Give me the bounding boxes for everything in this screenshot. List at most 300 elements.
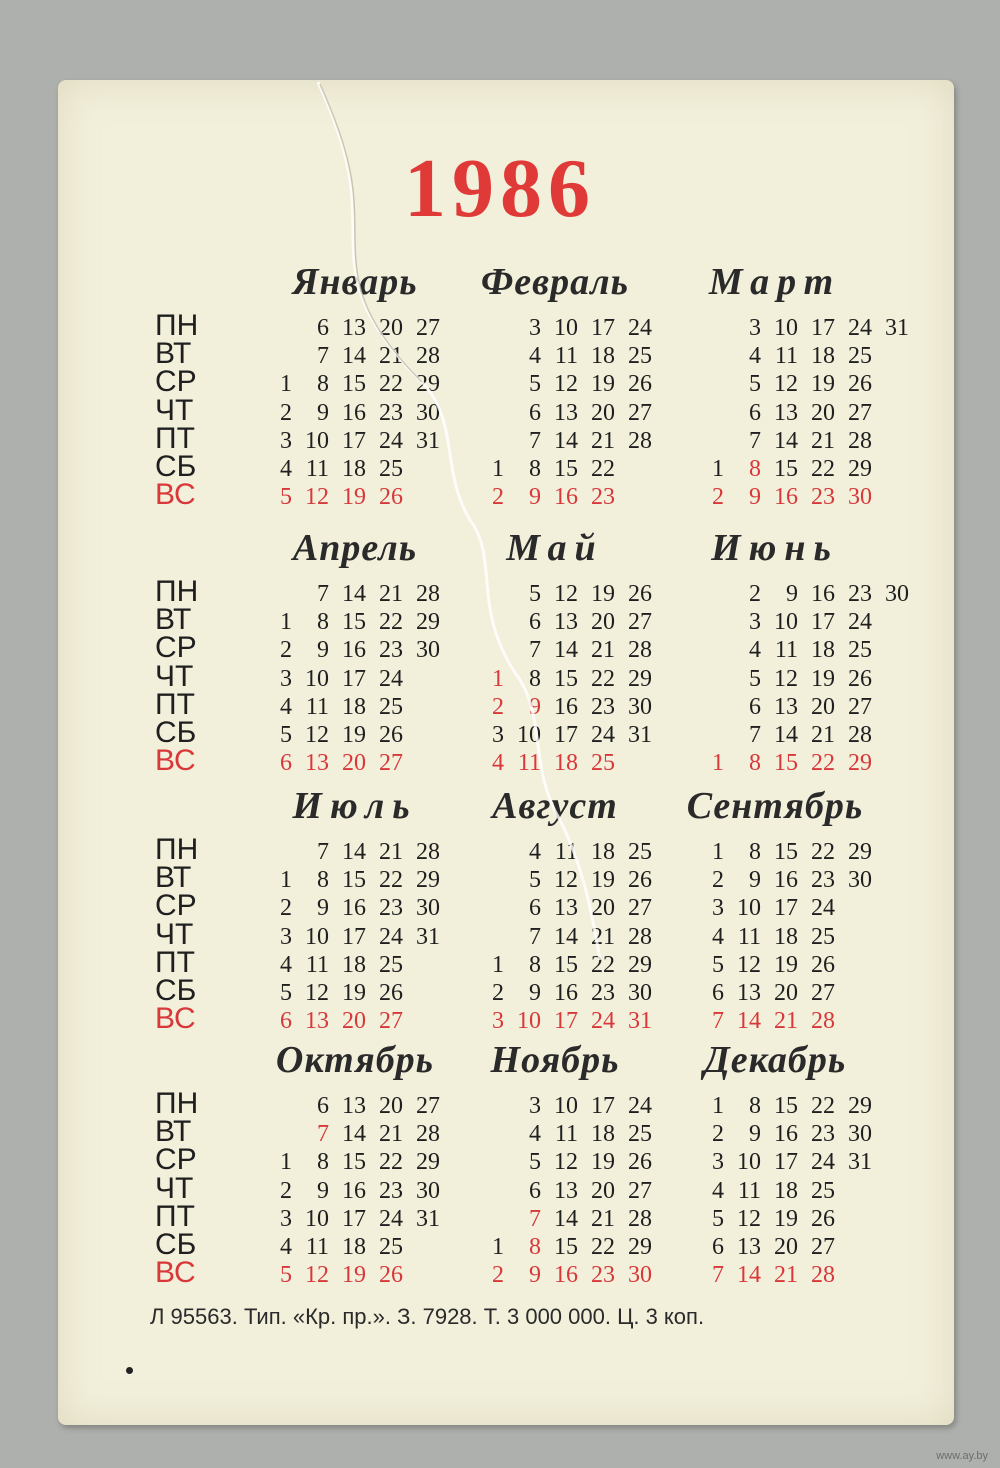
day-number: 25 xyxy=(811,923,835,950)
month-name: Март xyxy=(708,261,842,303)
day-number: 12 xyxy=(554,371,578,398)
day-number: 15 xyxy=(554,456,578,482)
day-number: 22 xyxy=(379,371,403,398)
day-number: 1 xyxy=(280,1149,292,1176)
day-number: 27 xyxy=(811,1234,835,1260)
day-number: 8 xyxy=(317,1149,329,1176)
day-number: 27 xyxy=(848,399,872,426)
day-number: 19 xyxy=(342,722,366,748)
day-number: 13 xyxy=(554,609,578,636)
day-number: 17 xyxy=(591,315,615,341)
day-number: 11 xyxy=(554,1121,578,1148)
day-number: 2 xyxy=(712,867,724,894)
day-number: 1 xyxy=(712,456,724,482)
day-number: 9 xyxy=(529,1262,541,1289)
weekday-label: ЧТ xyxy=(155,917,194,951)
day-number: 4 xyxy=(749,637,761,664)
calendar-year: 1986 xyxy=(404,142,596,235)
day-number: 3 xyxy=(529,315,541,341)
day-number: 30 xyxy=(628,1262,652,1289)
day-number: 17 xyxy=(554,1008,578,1035)
day-number: 21 xyxy=(591,637,615,664)
day-number: 15 xyxy=(554,665,578,692)
day-number: 7 xyxy=(317,343,329,370)
day-number: 20 xyxy=(591,609,615,636)
weekday-label: ПТ xyxy=(155,421,195,455)
day-number: 20 xyxy=(379,315,403,341)
day-number: 23 xyxy=(591,980,615,1006)
day-number: 3 xyxy=(280,1205,292,1232)
day-number: 5 xyxy=(280,484,292,511)
day-number: 25 xyxy=(811,1177,835,1204)
month-name: Июль xyxy=(292,785,418,827)
day-number: 1 xyxy=(492,1234,504,1260)
day-number: 21 xyxy=(591,427,615,454)
day-number: 10 xyxy=(737,1149,761,1176)
day-number: 29 xyxy=(848,839,872,865)
day-number: 26 xyxy=(811,951,835,978)
day-number: 24 xyxy=(811,1149,835,1176)
ink-dot xyxy=(126,1367,133,1374)
weekday-label: СР xyxy=(155,1143,197,1177)
weekday-label: ВС xyxy=(155,478,196,512)
day-number: 8 xyxy=(749,456,761,482)
day-number: 22 xyxy=(591,1234,615,1260)
day-number: 20 xyxy=(774,1234,798,1260)
day-number: 26 xyxy=(628,867,652,894)
day-number: 3 xyxy=(492,1008,504,1035)
day-number: 1 xyxy=(280,371,292,398)
day-number: 18 xyxy=(811,637,835,664)
day-number: 26 xyxy=(379,1262,403,1289)
day-number: 18 xyxy=(342,693,366,720)
day-number: 2 xyxy=(280,895,292,922)
day-number: 23 xyxy=(379,895,403,922)
day-number: 26 xyxy=(379,980,403,1006)
day-number: 19 xyxy=(811,665,835,692)
day-number: 25 xyxy=(628,1121,652,1148)
day-number: 30 xyxy=(416,1177,440,1204)
day-number: 24 xyxy=(379,665,403,692)
day-number: 14 xyxy=(342,1121,366,1148)
day-number: 4 xyxy=(280,456,292,482)
day-number: 23 xyxy=(848,581,872,607)
day-number: 30 xyxy=(628,980,652,1006)
weekday-label: ВТ xyxy=(155,1115,192,1149)
day-number: 4 xyxy=(529,1121,541,1148)
day-number: 6 xyxy=(529,399,541,426)
day-number: 16 xyxy=(774,484,798,511)
day-number: 12 xyxy=(774,665,798,692)
day-number: 8 xyxy=(317,609,329,636)
weekday-label: ПН xyxy=(155,575,199,608)
day-number: 23 xyxy=(379,399,403,426)
day-number: 10 xyxy=(774,609,798,636)
day-number: 19 xyxy=(591,1149,615,1176)
day-number: 13 xyxy=(305,750,329,777)
day-number: 7 xyxy=(529,637,541,664)
day-number: 4 xyxy=(529,839,541,865)
day-number: 28 xyxy=(416,581,440,607)
day-number: 12 xyxy=(554,867,578,894)
day-number: 28 xyxy=(628,637,652,664)
day-number: 19 xyxy=(591,581,615,607)
day-number: 27 xyxy=(416,315,440,341)
day-number: 4 xyxy=(749,343,761,370)
day-number: 26 xyxy=(848,371,872,398)
day-number: 24 xyxy=(848,609,872,636)
day-number: 21 xyxy=(379,343,403,370)
day-number: 22 xyxy=(379,609,403,636)
day-number: 10 xyxy=(554,1093,578,1119)
day-number: 1 xyxy=(280,867,292,894)
day-number: 17 xyxy=(342,1205,366,1232)
day-number: 21 xyxy=(774,1008,798,1035)
day-number: 8 xyxy=(529,1234,541,1260)
day-number: 22 xyxy=(811,750,835,777)
day-number: 2 xyxy=(492,693,504,720)
day-number: 7 xyxy=(712,1008,724,1035)
day-number: 17 xyxy=(342,665,366,692)
day-number: 2 xyxy=(712,1121,724,1148)
day-number: 4 xyxy=(280,1234,292,1260)
weekday-label: СБ xyxy=(155,974,197,1007)
day-number: 24 xyxy=(591,722,615,748)
day-number: 25 xyxy=(628,839,652,865)
weekday-label: ПТ xyxy=(155,687,195,721)
day-number: 5 xyxy=(529,1149,541,1176)
day-number: 31 xyxy=(885,315,909,341)
day-number: 1 xyxy=(280,609,292,636)
day-number: 28 xyxy=(848,722,872,748)
day-number: 8 xyxy=(529,665,541,692)
day-number: 15 xyxy=(342,1149,366,1176)
day-number: 3 xyxy=(280,665,292,692)
day-number: 12 xyxy=(305,980,329,1006)
weekday-label: ПН xyxy=(155,1087,199,1120)
day-number: 9 xyxy=(749,867,761,894)
day-number: 14 xyxy=(342,343,366,370)
day-number: 18 xyxy=(774,923,798,950)
day-number: 20 xyxy=(591,399,615,426)
day-number: 11 xyxy=(737,1177,761,1204)
day-number: 12 xyxy=(737,951,761,978)
weekday-label: ВС xyxy=(155,1002,196,1036)
day-number: 23 xyxy=(379,637,403,664)
day-number: 25 xyxy=(848,343,872,370)
day-number: 24 xyxy=(379,427,403,454)
day-number: 11 xyxy=(305,1234,329,1260)
day-number: 21 xyxy=(774,1262,798,1289)
day-number: 17 xyxy=(342,427,366,454)
day-number: 2 xyxy=(492,980,504,1006)
day-number: 2 xyxy=(280,637,292,664)
day-number: 17 xyxy=(342,923,366,950)
day-number: 24 xyxy=(628,1093,652,1119)
day-number: 1 xyxy=(712,1093,724,1119)
day-number: 19 xyxy=(342,980,366,1006)
day-number: 13 xyxy=(774,399,798,426)
day-number: 25 xyxy=(848,637,872,664)
day-number: 28 xyxy=(628,427,652,454)
day-number: 29 xyxy=(848,750,872,777)
day-number: 27 xyxy=(848,693,872,720)
day-number: 22 xyxy=(591,665,615,692)
day-number: 10 xyxy=(305,427,329,454)
day-number: 22 xyxy=(591,951,615,978)
day-number: 4 xyxy=(529,343,541,370)
site-watermark: www.ay.by xyxy=(936,1450,988,1462)
day-number: 3 xyxy=(280,427,292,454)
day-number: 18 xyxy=(811,343,835,370)
day-number: 3 xyxy=(712,895,724,922)
day-number: 5 xyxy=(712,951,724,978)
weekday-label: ПН xyxy=(155,309,199,342)
day-number: 16 xyxy=(774,867,798,894)
day-number: 2 xyxy=(492,484,504,511)
day-number: 15 xyxy=(342,371,366,398)
day-number: 29 xyxy=(628,951,652,978)
day-number: 14 xyxy=(554,923,578,950)
day-number: 18 xyxy=(591,343,615,370)
day-number: 31 xyxy=(416,923,440,950)
day-number: 27 xyxy=(628,895,652,922)
day-number: 14 xyxy=(737,1262,761,1289)
day-number: 25 xyxy=(379,693,403,720)
day-number: 15 xyxy=(554,1234,578,1260)
day-number: 11 xyxy=(517,750,541,777)
day-number: 23 xyxy=(591,1262,615,1289)
day-number: 21 xyxy=(591,1205,615,1232)
day-number: 14 xyxy=(342,581,366,607)
day-number: 30 xyxy=(848,1121,872,1148)
day-number: 10 xyxy=(517,722,541,748)
day-number: 27 xyxy=(628,609,652,636)
day-number: 23 xyxy=(811,484,835,511)
day-number: 24 xyxy=(591,1008,615,1035)
month-name: Май xyxy=(506,527,604,569)
month-name: Ноябрь xyxy=(490,1039,620,1081)
day-number: 16 xyxy=(342,399,366,426)
day-number: 1 xyxy=(492,456,504,482)
weekday-label: СР xyxy=(155,365,197,399)
day-number: 19 xyxy=(774,1205,798,1232)
day-number: 3 xyxy=(749,609,761,636)
day-number: 6 xyxy=(712,980,724,1006)
day-number: 2 xyxy=(280,399,292,426)
day-number: 22 xyxy=(811,1093,835,1119)
weekday-label: ВТ xyxy=(155,603,192,637)
day-number: 19 xyxy=(342,1262,366,1289)
day-number: 17 xyxy=(774,895,798,922)
day-number: 11 xyxy=(305,456,329,482)
day-number: 20 xyxy=(591,895,615,922)
day-number: 12 xyxy=(554,1149,578,1176)
day-number: 7 xyxy=(749,427,761,454)
weekday-label: СБ xyxy=(155,1228,197,1261)
day-number: 8 xyxy=(529,456,541,482)
day-number: 20 xyxy=(342,1008,366,1035)
day-number: 30 xyxy=(848,484,872,511)
day-number: 6 xyxy=(317,1093,329,1119)
month-name: Декабрь xyxy=(703,1039,847,1081)
day-number: 23 xyxy=(379,1177,403,1204)
day-number: 28 xyxy=(416,1121,440,1148)
day-number: 17 xyxy=(811,315,835,341)
day-number: 28 xyxy=(628,923,652,950)
day-number: 28 xyxy=(848,427,872,454)
day-number: 12 xyxy=(554,581,578,607)
day-number: 13 xyxy=(774,693,798,720)
day-number: 13 xyxy=(554,895,578,922)
day-number: 10 xyxy=(737,895,761,922)
day-number: 21 xyxy=(591,923,615,950)
day-number: 21 xyxy=(379,839,403,865)
day-number: 3 xyxy=(529,1093,541,1119)
day-number: 16 xyxy=(554,693,578,720)
day-number: 8 xyxy=(749,1093,761,1119)
day-number: 23 xyxy=(591,484,615,511)
day-number: 14 xyxy=(774,427,798,454)
day-number: 7 xyxy=(317,839,329,865)
day-number: 24 xyxy=(379,1205,403,1232)
day-number: 6 xyxy=(317,315,329,341)
weekday-label: ПН xyxy=(155,833,199,866)
day-number: 22 xyxy=(379,1149,403,1176)
day-number: 11 xyxy=(305,951,329,978)
day-number: 2 xyxy=(280,1177,292,1204)
day-number: 11 xyxy=(554,839,578,865)
day-number: 18 xyxy=(554,750,578,777)
day-number: 22 xyxy=(379,867,403,894)
day-number: 5 xyxy=(280,722,292,748)
day-number: 22 xyxy=(811,839,835,865)
day-number: 4 xyxy=(280,951,292,978)
day-number: 31 xyxy=(416,1205,440,1232)
weekday-label: СР xyxy=(155,889,197,923)
day-number: 7 xyxy=(529,1205,541,1232)
day-number: 18 xyxy=(342,456,366,482)
weekday-label: ВТ xyxy=(155,861,192,895)
day-number: 1 xyxy=(712,839,724,865)
day-number: 20 xyxy=(811,399,835,426)
day-number: 12 xyxy=(305,722,329,748)
day-number: 6 xyxy=(712,1234,724,1260)
day-number: 6 xyxy=(529,1177,541,1204)
day-number: 14 xyxy=(342,839,366,865)
day-number: 19 xyxy=(811,371,835,398)
day-number: 14 xyxy=(554,637,578,664)
day-number: 20 xyxy=(811,693,835,720)
weekday-label: ПТ xyxy=(155,945,195,979)
day-number: 3 xyxy=(749,315,761,341)
day-number: 2 xyxy=(749,581,761,607)
weekday-label: СБ xyxy=(155,450,197,483)
day-number: 30 xyxy=(416,895,440,922)
day-number: 19 xyxy=(342,484,366,511)
day-number: 16 xyxy=(554,484,578,511)
day-number: 21 xyxy=(379,581,403,607)
day-number: 18 xyxy=(774,1177,798,1204)
day-number: 11 xyxy=(774,637,798,664)
day-number: 13 xyxy=(554,1177,578,1204)
day-number: 17 xyxy=(774,1149,798,1176)
day-number: 5 xyxy=(280,980,292,1006)
day-number: 29 xyxy=(416,371,440,398)
day-number: 29 xyxy=(848,456,872,482)
day-number: 10 xyxy=(305,1205,329,1232)
day-number: 10 xyxy=(554,315,578,341)
day-number: 1 xyxy=(492,665,504,692)
day-number: 31 xyxy=(848,1149,872,1176)
day-number: 6 xyxy=(749,693,761,720)
day-number: 29 xyxy=(848,1093,872,1119)
day-number: 11 xyxy=(774,343,798,370)
day-number: 24 xyxy=(848,315,872,341)
weekday-label: СР xyxy=(155,631,197,665)
day-number: 6 xyxy=(529,609,541,636)
day-number: 24 xyxy=(628,315,652,341)
day-number: 25 xyxy=(379,1234,403,1260)
day-number: 9 xyxy=(529,980,541,1006)
day-number: 4 xyxy=(280,693,292,720)
day-number: 16 xyxy=(554,980,578,1006)
day-number: 12 xyxy=(737,1205,761,1232)
day-number: 2 xyxy=(712,484,724,511)
day-number: 20 xyxy=(591,1177,615,1204)
day-number: 23 xyxy=(811,1121,835,1148)
day-number: 19 xyxy=(591,867,615,894)
weekday-label: ВТ xyxy=(155,337,192,371)
day-number: 13 xyxy=(737,980,761,1006)
day-number: 6 xyxy=(749,399,761,426)
day-number: 13 xyxy=(554,399,578,426)
day-number: 22 xyxy=(591,456,615,482)
day-number: 25 xyxy=(379,456,403,482)
day-number: 29 xyxy=(628,665,652,692)
month-name: Февраль xyxy=(480,261,629,303)
day-number: 21 xyxy=(379,1121,403,1148)
weekday-label: ЧТ xyxy=(155,1171,194,1205)
day-number: 26 xyxy=(628,581,652,607)
day-number: 13 xyxy=(342,315,366,341)
day-number: 27 xyxy=(379,1008,403,1035)
weekday-label: ВС xyxy=(155,1256,196,1290)
day-number: 9 xyxy=(529,484,541,511)
day-number: 1 xyxy=(712,750,724,777)
day-number: 28 xyxy=(628,1205,652,1232)
day-number: 9 xyxy=(786,581,798,607)
print-imprint: Л 95563. Тип. «Кр. пр.». З. 7928. Т. 3 000 000. Ц. 3 коп. xyxy=(150,1304,705,1329)
day-number: 9 xyxy=(749,484,761,511)
day-number: 14 xyxy=(737,1008,761,1035)
day-number: 30 xyxy=(416,637,440,664)
day-number: 9 xyxy=(317,399,329,426)
day-number: 24 xyxy=(811,895,835,922)
day-number: 20 xyxy=(379,1093,403,1119)
day-number: 15 xyxy=(774,456,798,482)
day-number: 3 xyxy=(492,722,504,748)
day-number: 14 xyxy=(554,1205,578,1232)
day-number: 29 xyxy=(416,867,440,894)
day-number: 26 xyxy=(811,1205,835,1232)
day-number: 13 xyxy=(737,1234,761,1260)
day-number: 13 xyxy=(305,1008,329,1035)
day-number: 15 xyxy=(774,750,798,777)
day-number: 23 xyxy=(591,693,615,720)
day-number: 21 xyxy=(811,427,835,454)
weekday-label: ЧТ xyxy=(155,659,194,693)
